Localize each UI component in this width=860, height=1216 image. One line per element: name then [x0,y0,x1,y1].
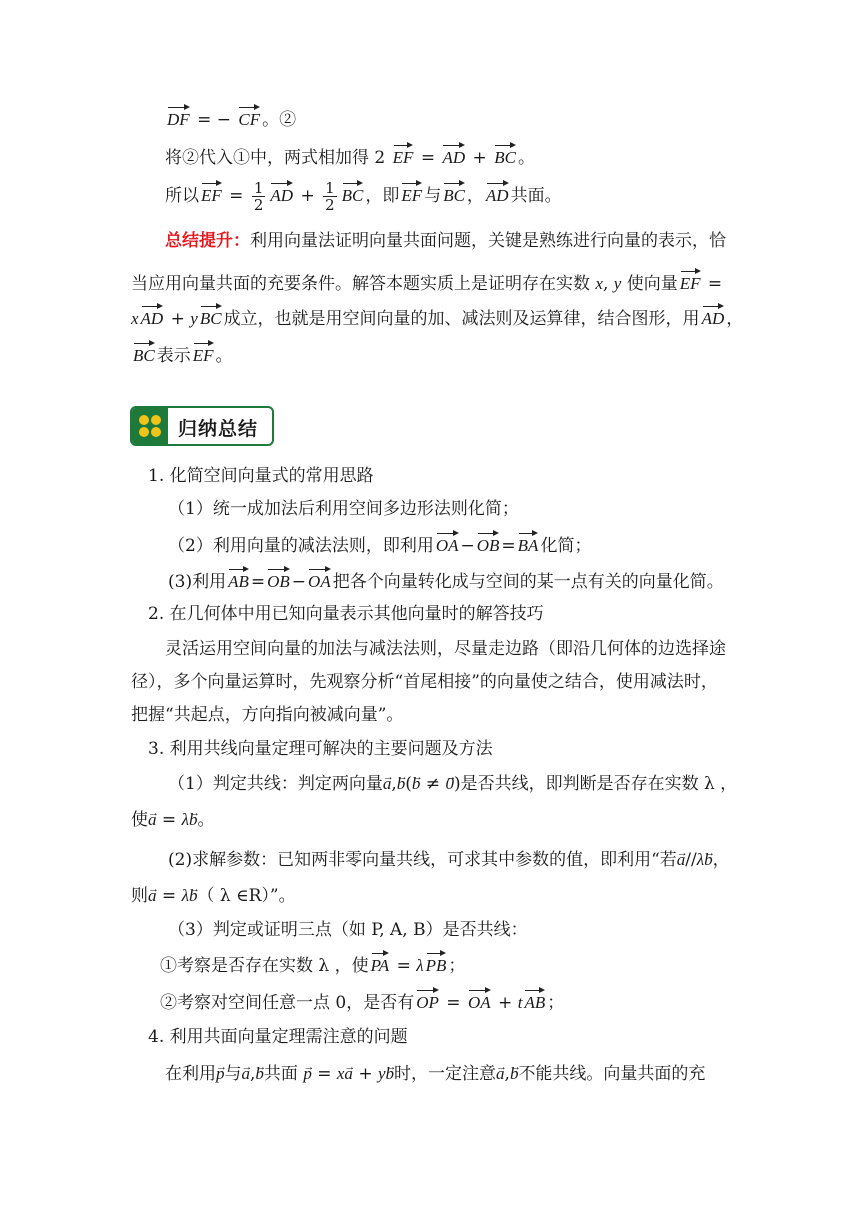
item-4-heading: 4. 利用共面向量定理需注意的问题 [148,1027,408,1047]
text: 当应用向量共面的充要条件。解答本题实质上是证明存在实数 [131,274,596,294]
equation-df-cf: DF = − CF 。② [165,104,296,132]
text: 在利用 [165,1064,216,1084]
item-3-3-a: ①考察是否存在实数 λ ，使 PA = λ PB ； [160,950,465,978]
vector-oa: OA [468,987,491,1011]
four-petal-icon [132,408,168,444]
equation-result: 所以 EF = $\frac{1}{2}$ AD + $\frac{1}{2}$ BC ，即 EF 与 BC ， AD 共面。 [165,179,562,214]
section-title: 归纳总结 [178,418,259,440]
summary-line-2: 当应用向量共面的充要条件。解答本题实质上是证明存在实数 x, y 使向量 EF = [131,268,722,296]
item-1-2: （2）利用向量的减法法则，即利用 OA − OB = BA 化简； [168,530,591,558]
text: （1）判定共线：判定两向量 [168,774,383,794]
item-1-1: （1）统一成加法后利用空间多边形法则化简； [168,499,519,519]
vector-bc: BC [133,340,155,364]
item-2-para-3: 把握“共起点，方向指向被减向量”。 [131,705,404,725]
vector-op: OP [416,987,439,1011]
item-2-para-1: 灵活运用空间向量的加法与减法法则，尽量走边路（即沿几何体的边选择途 [165,639,726,659]
vector-ef: EF [201,180,222,204]
text: 。 [517,148,535,168]
vector-ef: EF [193,340,214,364]
text: 使向量 [621,274,678,294]
text: 不能共线。向量共面的充 [518,1064,706,1084]
summary-line-3: x AD + y BC 成立，也就是用空间向量的加、减法则及运算律，结合图形，用 AD ， [131,303,743,331]
item-3-3-b: ②考察对空间任意一点 0，是否有 OP = OA + t AB ； [160,987,564,1015]
text: 化简； [540,536,592,556]
text: （ λ ∈R）”。 [197,886,296,906]
text: 时，一定注意 [394,1064,497,1084]
vector-bc: BC [494,142,516,166]
vector-ad: AD [442,142,465,166]
vector-ab: AB [524,987,545,1011]
item-2-heading: 2. 在几何体中用已知向量表示其他向量时的解答技巧 [148,604,544,624]
text: 共面 [263,1064,298,1084]
text: ②考察对空间任意一点 0，是否有 [160,993,415,1013]
section-header [130,406,274,446]
summary-line-4: BC 表示 EF 。 [131,340,233,368]
summary-label: 总结提升： [165,231,250,251]
text: 与 [424,186,442,206]
summary-line-1 [165,229,726,253]
vector-cf: CF [238,104,260,128]
text: ， [466,186,484,206]
text: 所以 [165,186,199,206]
item-3-3: （3）判定或证明三点（如 P, A, B）是否共线： [168,920,528,940]
vector-ef: EF [680,268,701,292]
text: 共面。 [510,186,562,206]
vector-ad: AD [702,303,725,327]
vector-oa: OA [308,566,331,590]
item-1-3: (3)利用 AB = OB − OA 把各个向量转化成与空间的某一点有关的向量化简。 [168,566,724,594]
vector-pa: PA [371,950,390,974]
equation-sum: 将②代入①中，两式相加得 2 EF = AD + BC 。 [165,142,535,170]
text: ，即 [365,186,400,206]
text: (2)求解参数：已知两非零向量共线，可求其中参数的值，即利用“若 [168,850,677,870]
fraction-half: $\frac{1}{2}$ [325,179,335,214]
vector-ob: OB [267,566,290,590]
text: 则 [131,886,148,906]
text: 利用向量法证明向量共面问题，关键是熟练进行向量的表示，恰 [250,231,726,251]
item-3-2: (2)求解参数：已知两非零向量共线，可求其中参数的值，即利用“若a →//λb →， [168,848,730,872]
item-3-heading: 3. 利用共线向量定理可解决的主要问题及方法 [148,739,493,759]
text: 与 [224,1064,242,1084]
text: （2）利用向量的减法法则，即利用 [168,536,434,556]
vector-ad: AD [270,180,293,204]
vector-bc: BC [443,180,465,204]
item-3-2-cont: 则a → = λb →（ λ ∈R）”。 [131,884,296,908]
item-3-1: （1）判定共线：判定两向量a →,b →(b → ≠ 0 →)是否共线，即判断是否存在实数 λ ， [168,772,737,796]
text: 是否共线，即判断是否存在实数 λ ， [460,774,738,794]
text: ①考察是否存在实数 λ ，使 [160,956,369,976]
item-1-heading: 1. 化简空间向量式的常用思路 [148,466,374,486]
text: 成立，也就是用空间向量的加、减法则及运算律，结合图形，用 [223,309,700,329]
item-2-para-2: 径），多个向量运算时，先观察分析“首尾相接”的向量使之结合，使用减法时， [131,672,718,692]
fraction-half: $\frac{1}{2}$ [253,179,264,214]
text: (3)利用 [168,572,227,592]
text: 把各个向量转化成与空间的某一点有关的向量化简。 [332,572,724,592]
vector-ab: AB [228,566,249,590]
vector-ad: AD [141,303,164,327]
vector-bc: BC [200,303,222,327]
item-4-para: 在利用p →与a →,b →共面 p → = xa → + yb →时，一定注意a →,b →不能共线。向量共面的充 [165,1062,705,1086]
vector-df: DF [167,104,190,128]
vector-oa: OA [436,530,459,554]
vector-ob: OB [477,530,500,554]
item-3-1-cont: 使a → = λb →。 [131,808,214,832]
vector-pb: PB [426,950,447,974]
vector-ad: AD [486,180,509,204]
vector-bc: BC [342,180,364,204]
text: 将②代入①中，两式相加得 2 [165,148,386,168]
vector-ef: EF [393,142,414,166]
text: 表示 [156,346,191,366]
eq2-marker: 。② [262,110,297,130]
vector-ba: BA [518,530,539,554]
vector-ef: EF [401,180,422,204]
text: 使 [131,810,148,830]
